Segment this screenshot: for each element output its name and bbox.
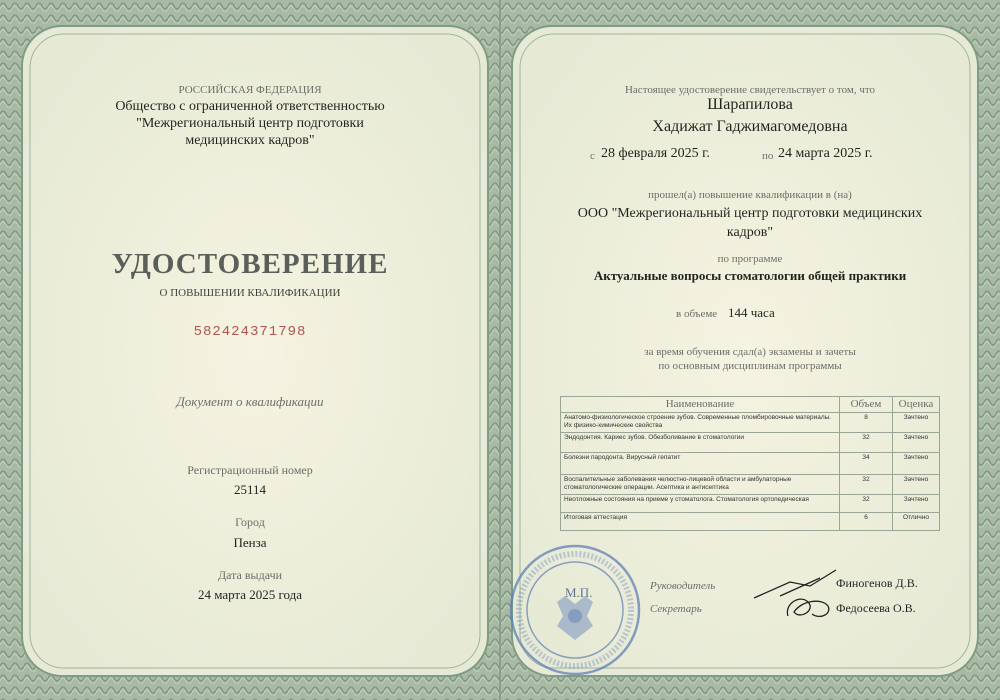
country-label: РОССИЙСКАЯ ФЕДЕРАЦИЯ [178,84,322,96]
disciplines-table [560,396,940,531]
training-org-line1: ООО "Межрегиональный центр подготовки медицинских [577,206,923,221]
city-label: Город [235,515,265,529]
discipline-grade: Зачтено [893,495,940,513]
city-value: Пенза [233,535,267,550]
document-kind: Документ о квалификации [176,394,324,409]
table-row [561,453,940,475]
table-header-row [561,397,940,413]
program-label: по программе [717,253,783,265]
head-label: Руководитель [650,580,716,592]
volume-label: в объеме [676,308,718,320]
from-date: 28 февраля 2025 г. [601,146,710,161]
issue-date-label: Дата выдачи [217,568,283,582]
discipline-grade: Зачтено [893,475,940,495]
table-row [561,413,940,433]
holder-surname: Шарапилова [707,96,793,113]
document-title: УДОСТОВЕРЕНИЕ [111,248,389,280]
program-name: Актуальные вопросы стоматологии общей практики [593,268,907,283]
discipline-grade: Зачтено [893,433,940,453]
discipline-grade: Отлично [893,513,940,531]
org-name-line1: Общество с ограниченной ответственностью [115,99,385,114]
table-row [561,475,940,495]
discipline-volume: 32 [840,475,893,495]
header-volume: Объем [840,397,893,413]
header-grade: Оценка [893,397,940,413]
discipline-name: Эндодонтия. Кариес зубов. Обезболивание в стоматологии [561,433,840,453]
table-row [561,513,940,531]
header-name: Наименование [561,397,840,413]
exams-line1: за время обучения сдал(а) экзамены и зачеты [644,346,856,358]
discipline-name: Итоговая аттестация [561,513,840,531]
discipline-name: Болезни пародонта. Вирусный гепатит [561,453,840,475]
head-name: Финогенов Д.В. [836,576,918,590]
holder-name: Хадижат Гаджимагомедовна [652,118,848,135]
seal-stamp [505,540,645,680]
org-name-line2: "Межрегиональный центр подготовки [136,116,364,131]
discipline-name: Анатомо-физиологическое строение зубов. Современные пломбировочные материалы. Их физико-химические свойства [561,413,840,433]
seal-place-label: М.П. [565,585,593,600]
table-row [561,495,940,513]
discipline-grade: Зачтено [893,413,940,433]
discipline-volume: 32 [840,433,893,453]
org-name-line3: медицинских кадров" [185,133,315,148]
discipline-volume: 6 [840,513,893,531]
discipline-volume: 34 [840,453,893,475]
discipline-name: Воспалительные заболевания челюстно-лицевой области и амбулаторные стоматологические операции. Асептика и антисептика [561,475,840,495]
intro-text: Настоящее удостоверение свидетельствует о том, что [624,84,876,96]
to-label: по [762,150,774,162]
secretary-name: Федосеева О.В. [836,601,916,615]
discipline-name: Неотложные состояния на приеме у стоматолога. Стоматология ортопедическая [561,495,840,513]
discipline-grade: Зачтено [893,453,940,475]
table-row [561,433,940,453]
issue-date-value: 24 марта 2025 года [197,587,303,602]
discipline-volume: 32 [840,495,893,513]
secretary-signature [782,590,838,626]
discipline-volume: 8 [840,413,893,433]
passed-label: прошел(а) повышение квалификации в (на) [648,189,852,201]
document-subtitle: О ПОВЫШЕНИИ КВАЛИФИКАЦИИ [159,287,341,299]
serial-number: 582424371798 [193,324,307,340]
volume-value: 144 часа [728,305,775,320]
training-org-line2: кадров" [726,225,774,240]
reg-number-value: 25114 [233,482,267,497]
reg-number-label: Регистрационный номер [187,463,313,477]
from-label: с [590,150,595,162]
exams-line2: по основным дисциплинам программы [658,360,842,372]
secretary-label: Секретарь [650,603,702,615]
to-date: 24 марта 2025 г. [778,146,873,161]
